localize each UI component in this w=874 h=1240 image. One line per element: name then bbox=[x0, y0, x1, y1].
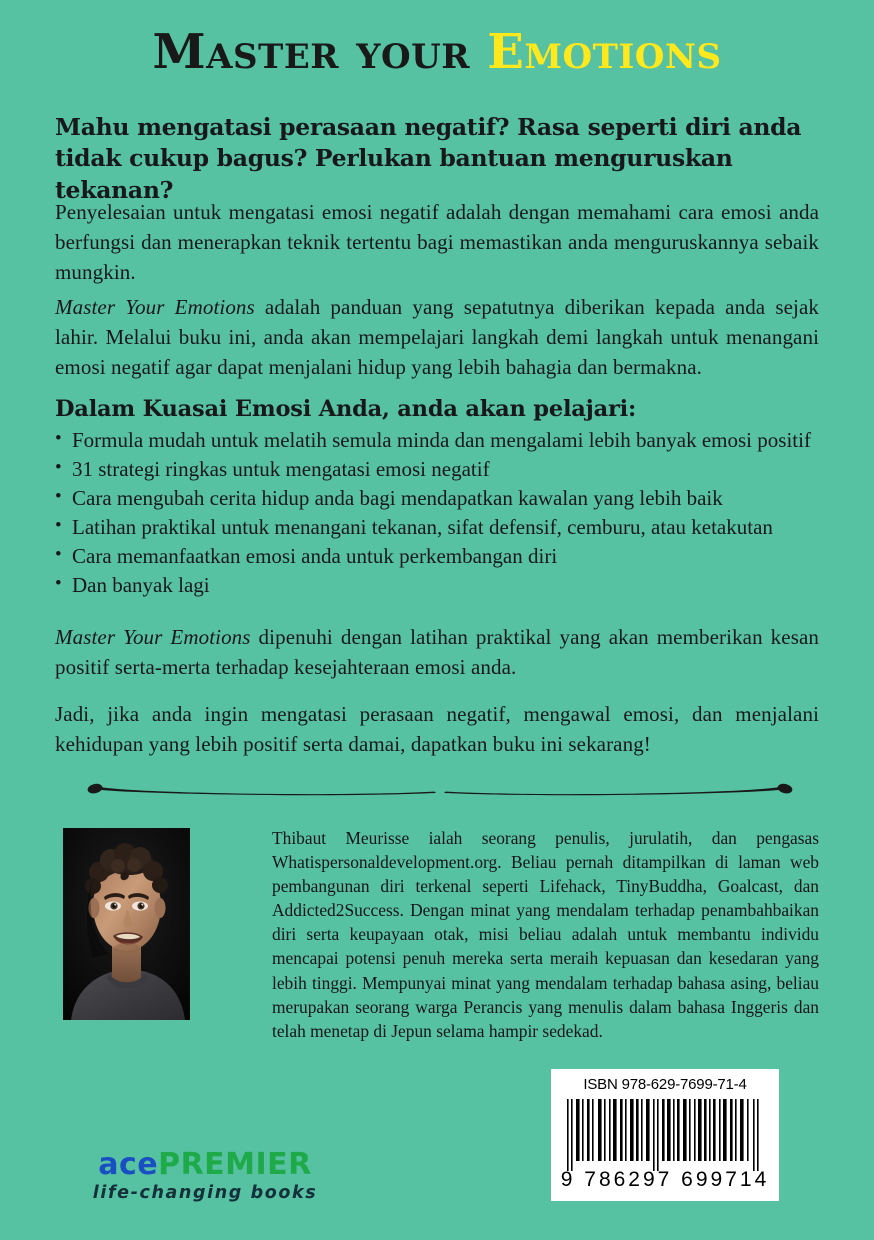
author-portrait-photo bbox=[63, 828, 190, 1020]
title-accent: Emotions bbox=[487, 24, 722, 80]
list-heading: Dalam Kuasai Emosi Anda, anda akan pelajari: bbox=[55, 396, 637, 422]
paragraph-guide bbox=[55, 293, 819, 382]
isbn-label: ISBN 978-629-7699-71-4 bbox=[583, 1076, 747, 1093]
publisher-tagline: life-changing books bbox=[92, 1183, 318, 1203]
title-primary: Master your bbox=[152, 24, 488, 80]
paragraph-guide-rest: adalah panduan yang sepatutnya diberikan kepada anda sejak lahir. Melalui buku ini, anda akan mempelajari langkah demi langkah untuk menangani emosi negatif agar dapat menjalani hidup yang lebih bahagia dan bermakna. bbox=[55, 295, 819, 379]
list-item: • 31 strategi ringkas untuk mengatasi emosi negatif bbox=[55, 456, 819, 484]
publisher-logo bbox=[70, 1147, 340, 1203]
list-item: • Cara memanfaatkan emosi anda untuk perkembangan diri bbox=[55, 543, 819, 571]
learn-list-section bbox=[55, 396, 819, 601]
decorative-divider bbox=[85, 778, 795, 804]
list-item: • Dan banyak lagi bbox=[55, 572, 819, 600]
author-bio-text: Thibaut Meurisse ialah seorang penulis, jurulatih, dan pengasas Whatispersonaldevelopment.org. Beliau pernah ditampilkan di laman web pembangunan diri terkenal seperti Lifehack, TinyBuddha, Goalcast, dan Addicted2Success. Dengan minat yang mendalam terhadap penambahbaikan diri serta keupayaan otak, misi beliau adalah untuk membantu individu mencapai potensi penuh mereka serta meraih kepuasan dan kesedaran yang lebih tinggi. Mempunyai minat yang mendalam terhadap bahasa asing, beliau merupakan seorang warga Perancis yang menulis dalam bahasa Inggeris dan telah menetap di Jepun selama hampir sedekad. bbox=[272, 828, 819, 1041]
paragraph-solution: Penyelesaian untuk mengatasi emosi negatif adalah dengan memahami cara emosi anda berfungsi dan menerapkan teknik tertentu bagi memastikan anda menguruskannya sebaik mungkin. bbox=[55, 200, 819, 284]
book-title bbox=[0, 24, 874, 80]
lede-headline: Mahu mengatasi perasaan negatif? Rasa seperti diri anda tidak cukup bagus? Perlukan bantuan menguruskan tekanan? bbox=[55, 113, 802, 204]
list-item: • Cara mengubah cerita hidup anda bagi mendapatkan kawalan yang lebih baik bbox=[55, 485, 819, 513]
paragraph-exercises bbox=[55, 623, 819, 683]
book-title-italic-2: Master Your Emotions bbox=[55, 625, 251, 649]
paragraph-call-to-action: Jadi, jika anda ingin mengatasi perasaan negatif, mengawal emosi, dan menjalani kehidupan yang lebih positif serta damai, dapatkan buku ini sekarang! bbox=[55, 702, 819, 756]
barcode-digits: 9 786297 699714 bbox=[560, 1168, 770, 1191]
barcode-bars bbox=[565, 1099, 765, 1171]
isbn-barcode bbox=[551, 1069, 779, 1201]
logo-premier-text: PREMIER bbox=[158, 1147, 312, 1182]
list-item: • Latihan praktikal untuk menangani tekanan, sifat defensif, cemburu, atau ketakutan bbox=[55, 514, 819, 542]
paragraph-exercises-rest: dipenuhi dengan latihan praktikal yang akan memberikan kesan positif serta-merta terhadap kesejahteraan emosi anda. bbox=[55, 625, 819, 679]
logo-ace-text: ace bbox=[98, 1147, 159, 1182]
learn-bullet-list bbox=[55, 427, 819, 600]
book-title-italic-1: Master Your Emotions bbox=[55, 295, 255, 319]
list-item: • Formula mudah untuk melatih semula minda dan mengalami lebih banyak emosi positif bbox=[55, 427, 819, 455]
